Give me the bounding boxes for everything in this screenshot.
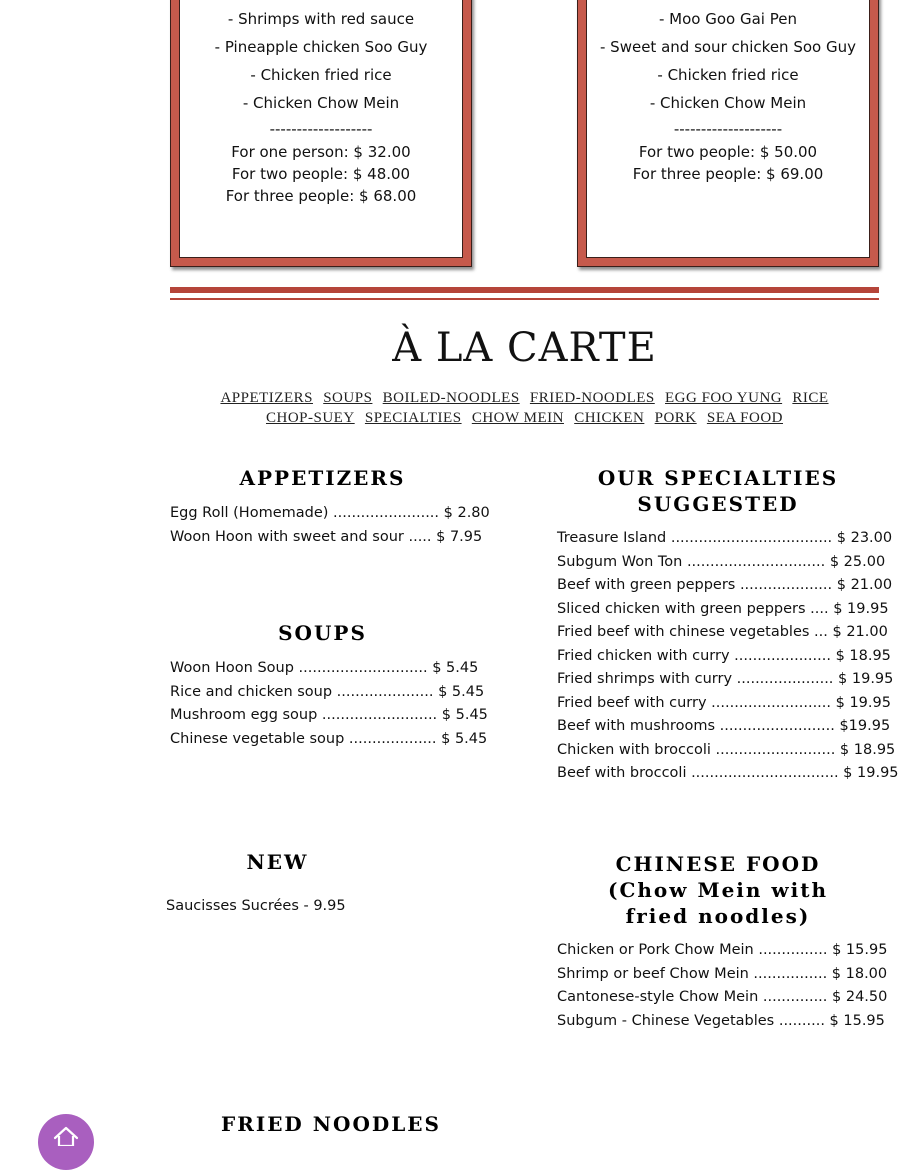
- menu-row: Chicken or Pork Chow Mein ............... $ 15.95: [557, 942, 888, 958]
- nav-link-soups[interactable]: SOUPS: [323, 390, 373, 406]
- combo-separator: --------------------: [673, 120, 783, 138]
- combo-card-right-inner: [586, 0, 870, 258]
- menu-row: Sliced chicken with green peppers .... $ 19.95: [557, 600, 889, 617]
- menu-row: Fried beef with chinese vegetables ... $ 21.00: [557, 624, 888, 640]
- nav-link-sea-food[interactable]: SEA FOOD: [706, 410, 783, 426]
- chinese-food-title: [557, 851, 879, 929]
- menu-row: Subgum - Chinese Vegetables .......... $ 15.95: [557, 1012, 885, 1029]
- specialties-title-line: SUGGESTED: [637, 492, 799, 516]
- specialties-list: [557, 527, 899, 786]
- home-button[interactable]: [38, 1114, 94, 1170]
- menu-row: Chinese vegetable soup ................... $ 5.45: [170, 730, 488, 747]
- nav-link-egg-foo-yung[interactable]: EGG FOO YUNG: [665, 390, 783, 406]
- a-la-carte-title: À LA CARTE: [392, 325, 657, 371]
- menu-row: Chicken with broccoli .......................... $ 18.95: [557, 741, 896, 758]
- specialties-title-line: OUR SPECIALTIES: [597, 466, 839, 490]
- combo-price: For two people: $ 48.00: [231, 165, 411, 183]
- combo-item: - Chicken Chow Mein: [242, 94, 400, 112]
- divider-thin: [170, 298, 879, 300]
- combo-price: For three people: $ 68.00: [225, 187, 417, 205]
- nav-link-specialties[interactable]: SPECIALTIES: [364, 410, 462, 426]
- menu-row: Woon Hoon with sweet and sour ..... $ 7.95: [170, 528, 483, 545]
- home-icon: [53, 1126, 79, 1150]
- divider-thick: [170, 287, 879, 293]
- chinese-food-title-line: fried noodles): [625, 904, 811, 928]
- menu-row: Treasure Island ................................... $ 23.00: [557, 530, 893, 546]
- nav-link-chow-mein[interactable]: CHOW MEIN: [471, 410, 564, 426]
- nav-link-appetizers[interactable]: APPETIZERS: [220, 390, 313, 406]
- menu-row: Beef with broccoli ................................ $ 19.95: [557, 765, 899, 781]
- menu-row: Mushroom egg soup ......................... $ 5.45: [170, 707, 488, 723]
- menu-row: Rice and chicken soup ..................... $ 5.45: [170, 683, 485, 700]
- specialties-title: [557, 465, 879, 517]
- soups-title: SOUPS: [278, 621, 367, 645]
- combo-item: - Chicken Chow Mein: [649, 94, 807, 112]
- combo-item: - Chicken fried rice: [250, 66, 392, 84]
- combo-price: For three people: $ 69.00: [632, 165, 824, 183]
- combo-item: - Shrimps with red sauce: [227, 10, 415, 28]
- menu-row: Fried beef with curry .......................... $ 19.95: [557, 694, 891, 711]
- combo-item: - Chicken fried rice: [657, 66, 799, 84]
- chinese-food-title-line: CHINESE FOOD: [615, 852, 821, 876]
- new-list: [166, 895, 346, 919]
- category-nav-row-1: [170, 390, 879, 407]
- menu-row: Shrimp or beef Chow Mein ................ $ 18.00: [557, 965, 888, 982]
- combo-item: - Moo Goo Gai Pen: [659, 10, 797, 28]
- chinese-food-title-line: (Chow Mein with: [608, 878, 828, 902]
- nav-link-pork[interactable]: PORK: [654, 410, 697, 426]
- nav-link-chicken[interactable]: CHICKEN: [574, 410, 645, 426]
- nav-link-boiled-noodles[interactable]: BOILED-NOODLES: [382, 390, 520, 406]
- menu-row: Woon Hoon Soup ............................ $ 5.45: [170, 660, 479, 676]
- combo-price: For one person: $ 32.00: [231, 143, 411, 161]
- menu-row: Beef with green peppers .................... $ 21.00: [557, 577, 893, 593]
- soups-list: [170, 657, 488, 751]
- chinese-food-list: [557, 939, 887, 1033]
- menu-row: Cantonese-style Chow Mein .............. $ 24.50: [557, 989, 888, 1005]
- menu-row: Fried shrimps with curry ..................... $ 19.95: [557, 671, 894, 687]
- nav-link-chop-suey[interactable]: CHOP-SUEY: [265, 410, 355, 426]
- category-nav-row-2: [170, 410, 879, 427]
- combo-card-right: [577, 0, 879, 267]
- combo-price: For two people: $ 50.00: [638, 143, 818, 161]
- fried-noodles-title: FRIED NOODLES: [221, 1112, 441, 1136]
- combo-card-left-inner: [179, 0, 463, 258]
- nav-link-rice[interactable]: RICE: [792, 390, 829, 406]
- combo-separator: -------------------: [269, 120, 373, 138]
- combo-item: - Sweet and sour chicken Soo Guy: [600, 38, 856, 56]
- nav-link-fried-noodles[interactable]: FRIED-NOODLES: [529, 390, 655, 406]
- combo-item: - Pineapple chicken Soo Guy: [214, 38, 428, 56]
- appetizers-title: APPETIZERS: [239, 466, 406, 490]
- menu-row: Saucisses Sucrées - 9.95: [166, 898, 346, 914]
- menu-row: Subgum Won Ton .............................. $ 25.00: [557, 553, 886, 570]
- menu-row: Fried chicken with curry ..................... $ 18.95: [557, 647, 891, 664]
- new-title: NEW: [246, 850, 309, 874]
- combo-card-left: [170, 0, 472, 267]
- appetizers-list: [170, 502, 490, 549]
- menu-row: Egg Roll (Homemade) ....................... $ 2.80: [170, 505, 490, 521]
- menu-row: Beef with mushrooms ......................... $19.95: [557, 718, 891, 734]
